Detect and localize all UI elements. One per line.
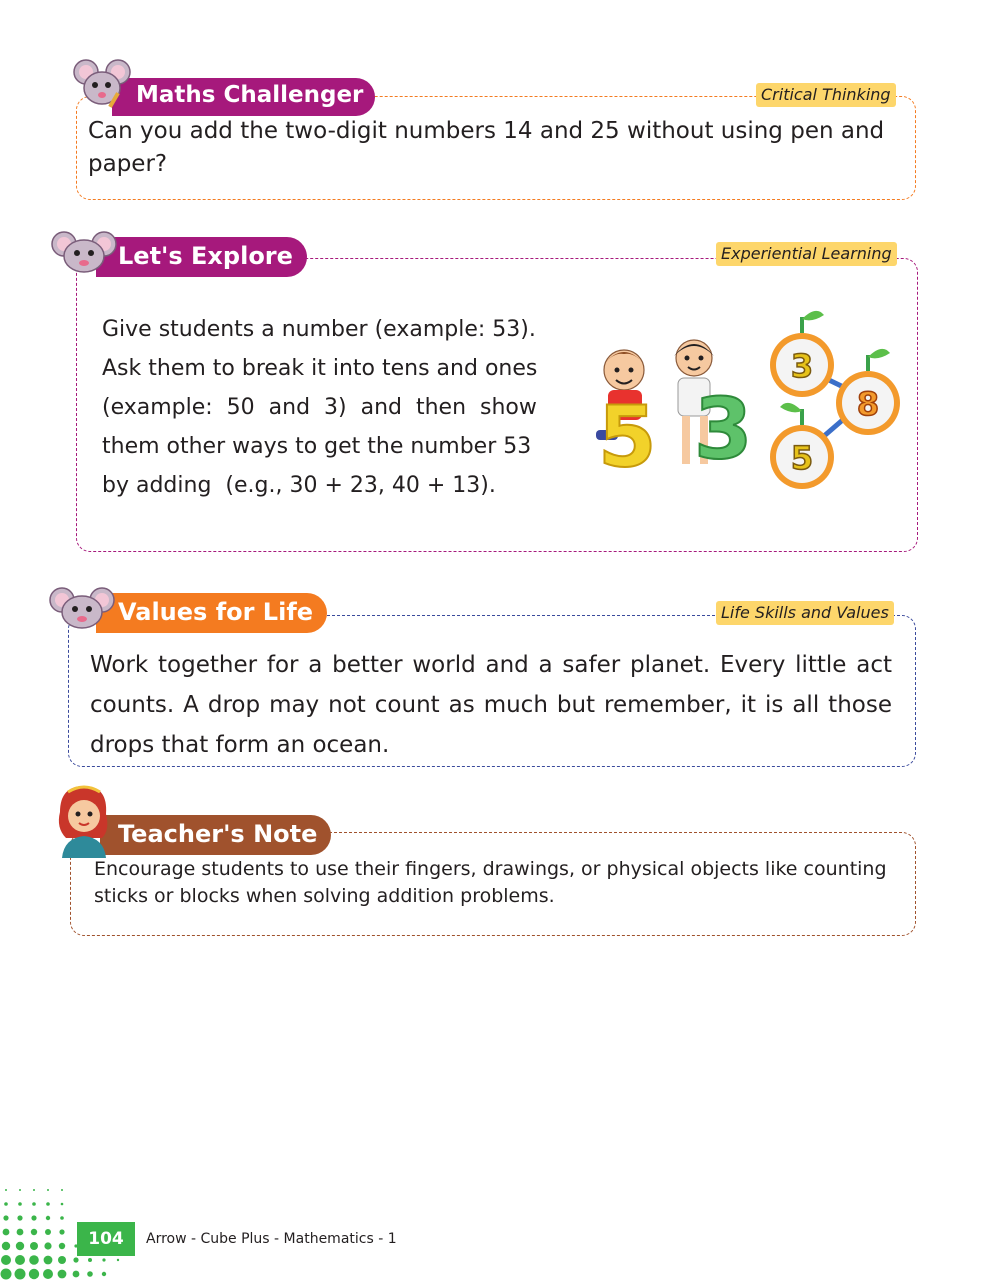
fruit-number-three: 3 xyxy=(790,347,814,385)
mouse-mascot-icon xyxy=(72,58,134,110)
number-three-figure: 3 xyxy=(694,380,753,475)
critical-thinking-tag: Critical Thinking xyxy=(756,83,896,107)
maths-challenger-title: Maths Challenger xyxy=(136,82,364,108)
teachers-note-text: Encourage students to use their fingers, drawings, or physical objects like counting sticks or blocks when solving addition problems. xyxy=(94,858,887,907)
book-title: Arrow - Cube Plus - Mathematics - 1 xyxy=(146,1231,397,1247)
values-for-life-text: Work together for a better world and a safer planet. Every little act counts. A drop may not count as much but remember, it is all those drops that form an ocean. xyxy=(90,652,892,758)
page-number: 104 xyxy=(88,1229,124,1249)
explore-line: Ask them to break it into tens and ones xyxy=(102,356,538,381)
maths-challenger-title-pill xyxy=(112,78,375,116)
teachers-note-title-pill xyxy=(100,815,331,855)
mouse-mascot-icon xyxy=(50,228,118,278)
lets-explore-text xyxy=(102,310,554,505)
teachers-note-title: Teacher's Note xyxy=(118,820,318,848)
fruit-number-five: 5 xyxy=(790,439,814,477)
values-for-life-title-pill xyxy=(96,593,327,633)
lets-explore-title-pill xyxy=(96,237,307,277)
lets-explore-title: Let's Explore xyxy=(118,242,293,270)
explore-line: (example: 50 and 3) and then show xyxy=(102,395,537,420)
teacher-avatar-icon xyxy=(50,782,116,858)
values-for-life-title: Values for Life xyxy=(118,598,314,626)
number-bond-fruits-illustration xyxy=(764,305,904,495)
number-five-figure: 5 xyxy=(598,388,657,475)
life-skills-tag: Life Skills and Values xyxy=(716,601,894,625)
page-number-badge xyxy=(77,1222,135,1256)
children-with-numbers-illustration xyxy=(586,330,758,475)
explore-line: Give students a number (example: 53). xyxy=(102,317,536,342)
mouse-mascot-icon xyxy=(48,584,116,634)
fruit-number-eight: 8 xyxy=(856,385,880,423)
explore-line: by adding (e.g., 30 + 23, 40 + 13). xyxy=(102,473,496,498)
explore-line: them other ways to get the number 53 xyxy=(102,434,532,459)
experiential-learning-tag: Experiential Learning xyxy=(716,242,897,266)
maths-challenger-text: Can you add the two-digit numbers 14 and 25 without using pen and paper? xyxy=(88,118,885,177)
